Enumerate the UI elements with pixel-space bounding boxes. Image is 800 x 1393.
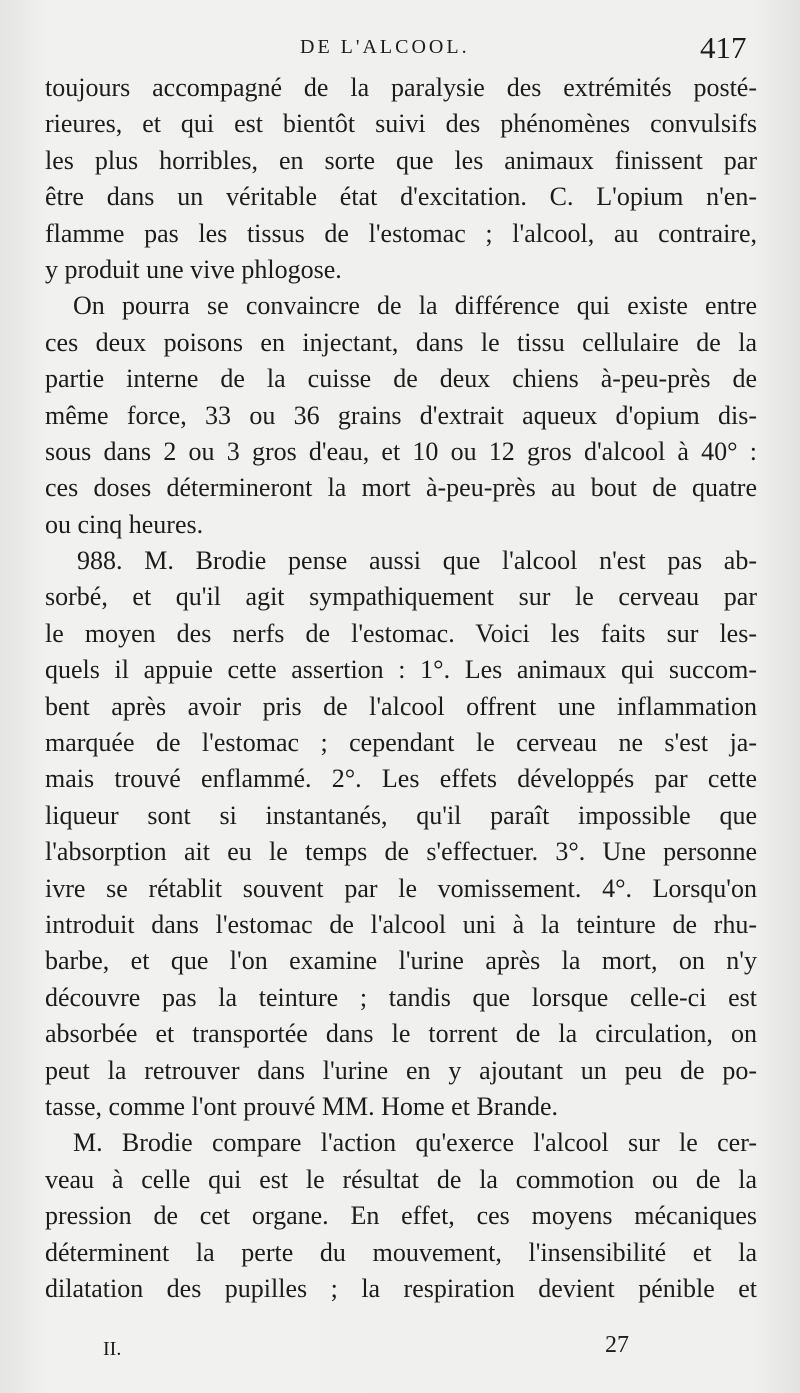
- text-line: introduit dans l'estomac de l'alcool uni à la teinture de rhu-: [45, 909, 757, 939]
- text-line: veau à celle qui est le résultat de la commotion ou de la: [45, 1164, 757, 1194]
- text-line: l'absorption ait eu le temps de s'effectuer. 3°. Une personne: [45, 837, 757, 867]
- text-line: découvre pas la teinture ; tandis que lorsque celle-ci est: [45, 982, 757, 1012]
- text-line: tasse, comme l'ont prouvé MM. Home et Brande.: [45, 1091, 559, 1121]
- running-head: DE L'ALCOOL.: [300, 36, 470, 58]
- text-line: sorbé, et qu'il agit sympathiquement sur le cerveau par: [45, 582, 757, 612]
- text-line: même force, 33 ou 36 grains d'extrait aqueux d'opium dis-: [45, 400, 757, 430]
- text-line: bent après avoir pris de l'alcool offrent une inflammation: [45, 691, 757, 721]
- text-line: ivre se rétablit souvent par le vomissement. 4°. Lorsqu'on: [45, 873, 757, 903]
- text-line: le moyen des nerfs de l'estomac. Voici les faits sur les-: [45, 618, 757, 648]
- text-line: les plus horribles, en sorte que les animaux finissent par: [45, 145, 757, 175]
- text-line: sous dans 2 ou 3 gros d'eau, et 10 ou 12 gros d'alcool à 40° :: [45, 436, 757, 466]
- text-line: ces doses détermineront la mort à-peu-près au bout de quatre: [45, 473, 757, 503]
- text-line: ces deux poisons en injectant, dans le tissu cellulaire de la: [45, 327, 757, 357]
- text-line: 988. M. Brodie pense aussi que l'alcool n'est pas ab-: [77, 546, 757, 576]
- text-line: barbe, et que l'on examine l'urine après la mort, on n'y: [45, 946, 757, 976]
- page-number: 417: [700, 30, 747, 65]
- text-line: flamme pas les tissus de l'estomac ; l'alcool, au contraire,: [45, 218, 757, 248]
- text-line: liqueur sont si instantanés, qu'il paraît impossible que: [45, 800, 757, 830]
- text-line: On pourra se convaincre de la différence qui existe entre: [73, 291, 757, 321]
- text-line: y produit une vive phlogose.: [45, 254, 342, 284]
- text-line: pression de cet organe. En effet, ces moyens mécaniques: [45, 1201, 757, 1231]
- gathering-number: 27: [605, 1332, 629, 1358]
- text-line: marquée de l'estomac ; cependant le cerveau ne s'est ja-: [45, 728, 757, 758]
- text-line: peut la retrouver dans l'urine en y ajoutant un peu de po-: [45, 1055, 757, 1085]
- text-line: M. Brodie compare l'action qu'exerce l'alcool sur le cer-: [73, 1128, 757, 1158]
- text-line: partie interne de la cuisse de deux chiens à-peu-près de: [45, 364, 757, 394]
- text-line: être dans un véritable état d'excitation. C. L'opium n'en-: [45, 182, 757, 212]
- text-line: ou cinq heures.: [45, 509, 204, 539]
- body-text: [45, 70, 757, 1307]
- page-footer: [0, 1330, 800, 1370]
- text-line: toujours accompagné de la paralysie des extrémités posté-: [45, 73, 757, 102]
- text-line: dilatation des pupilles ; la respiration devient pénible et: [45, 1273, 757, 1303]
- text-line: déterminent la perte du mouvement, l'insensibilité et la: [45, 1237, 757, 1267]
- text-line: rieures, et qui est bientôt suivi des phénomènes convulsifs: [45, 109, 757, 139]
- text-line: absorbée et transportée dans le torrent de la circulation, on: [45, 1019, 757, 1049]
- text-line: quels il appuie cette assertion : 1°. Les animaux qui succom-: [45, 655, 757, 685]
- page-header: [0, 30, 800, 70]
- text-line: mais trouvé enflammé. 2°. Les effets développés par cette: [45, 764, 757, 794]
- signature-mark: II.: [103, 1338, 122, 1360]
